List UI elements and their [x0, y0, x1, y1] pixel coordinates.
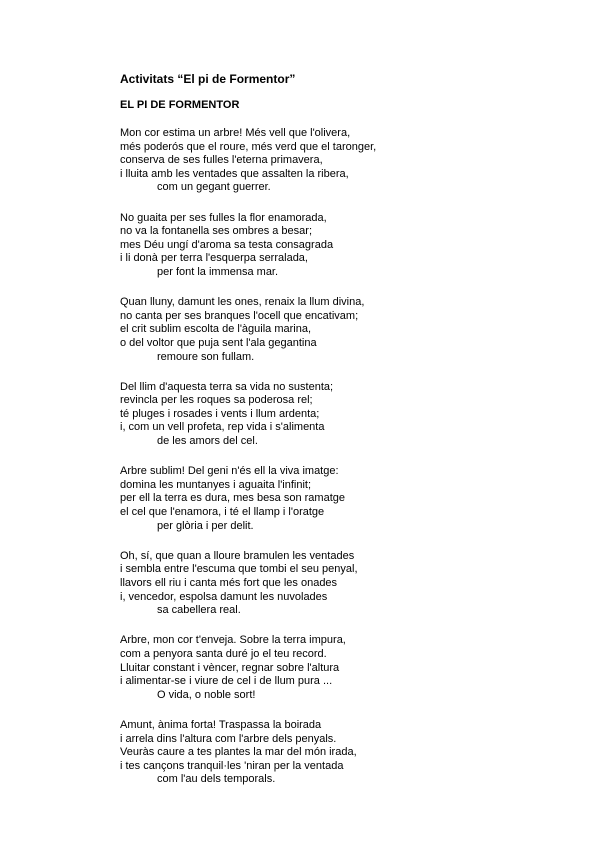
poem-line: com l'au dels temporals.: [157, 773, 276, 786]
poem-line: Mon cor estima un arbre! Més vell que l'olivera,: [120, 127, 351, 139]
poem-body: [120, 127, 580, 804]
stanza: [120, 634, 580, 702]
stanza: [120, 719, 580, 787]
poem-line: sa cabellera real.: [157, 604, 241, 617]
poem-line: mes Déu ungí d'aroma sa testa consagrada: [120, 238, 334, 251]
poem-line: de les amors del cel.: [157, 435, 258, 448]
poem-line: i, com un vell profeta, rep vida i s'alimenta: [120, 421, 325, 434]
poem-line: Lluitar constant i vèncer, regnar sobre l'altura: [120, 661, 340, 674]
poem-line: com un gegant guerrer.: [157, 181, 271, 194]
poem-line: el crit sublim escolta de l'àguila marina,: [120, 323, 312, 336]
poem-line: per ell la terra es dura, mes besa son ramatge: [120, 492, 346, 505]
poem-line: No guaita per ses fulles la flor enamorada,: [120, 211, 327, 224]
poem-line: Oh, sí, que quan a lloure bramulen les ventades: [120, 549, 355, 562]
poem-line: llavors ell riu i canta més fort que les onades: [120, 577, 338, 589]
stanza: [120, 381, 580, 449]
poem-line: Del llim d'aquesta terra sa vida no sustenta;: [120, 380, 334, 393]
poem-line: Arbre, mon cor t'enveja. Sobre la terra impura,: [120, 634, 346, 647]
poem-line: o del voltor que puja sent l'ala gegantina: [120, 336, 317, 349]
poem-line: i sembla entre l'escuma que tombi el seu penyal,: [120, 563, 358, 576]
stanza: [120, 127, 580, 195]
poem-line: no va la fontanella ses ombres a besar;: [120, 225, 313, 238]
poem-line: remoure son fullam.: [157, 350, 255, 363]
poem-line: i tes cançons tranquil·les 'niran per la ventada: [120, 759, 344, 772]
stanza: [120, 465, 580, 533]
poem-line: Veuràs caure a tes plantes la mar del món irada,: [120, 746, 357, 759]
poem-line: i li donà per terra l'esquerpa serralada,: [120, 252, 308, 265]
poem-title: EL PI DE FORMENTOR: [120, 99, 240, 111]
poem-line: més poderós que el roure, més verd que el taronger,: [120, 140, 377, 153]
poem-line: per font la immensa mar.: [157, 265, 279, 278]
poem-line: el cel que l'enamora, i té el llamp i l'oratge: [120, 506, 325, 519]
poem-line: per glòria i per delit.: [157, 519, 254, 532]
poem-line: i lluita amb les ventades que assalten la ribera,: [120, 167, 349, 180]
stanza: [120, 296, 580, 364]
poem-line: Amunt, ànima forta! Traspassa la boirada: [120, 718, 322, 731]
poem-line: revincla per les roques sa poderosa rel;: [120, 394, 313, 407]
poem-line: O vida, o noble sort!: [157, 688, 256, 701]
poem-line: i, vencedor, espolsa damunt les nuvolades: [120, 590, 328, 603]
poem-line: conserva de ses fulles l'eterna primavera,: [120, 154, 323, 167]
poem-line: com a penyora santa duré jo el teu record.: [120, 647, 327, 660]
poem-line: Quan lluny, damunt les ones, renaix la llum divina,: [120, 296, 365, 309]
poem-line: Arbre sublim! Del geni n'és ell la viva imatge:: [120, 465, 339, 478]
document-title: Activitats “El pi de Formentor”: [120, 72, 296, 86]
poem-line: i alimentar-se i viure de cel i de llum pura ...: [120, 675, 333, 688]
poem-line: domina les muntanyes i aguaita l'infinit;: [120, 478, 312, 491]
stanza: [120, 550, 580, 618]
stanza: [120, 212, 580, 280]
poem-line: i arrela dins l'altura com l'arbre dels penyals.: [120, 732, 337, 745]
poem-line: no canta per ses branques l'ocell que encativam;: [120, 309, 359, 322]
poem-line: té pluges i rosades i vents i llum ardenta;: [120, 407, 320, 420]
